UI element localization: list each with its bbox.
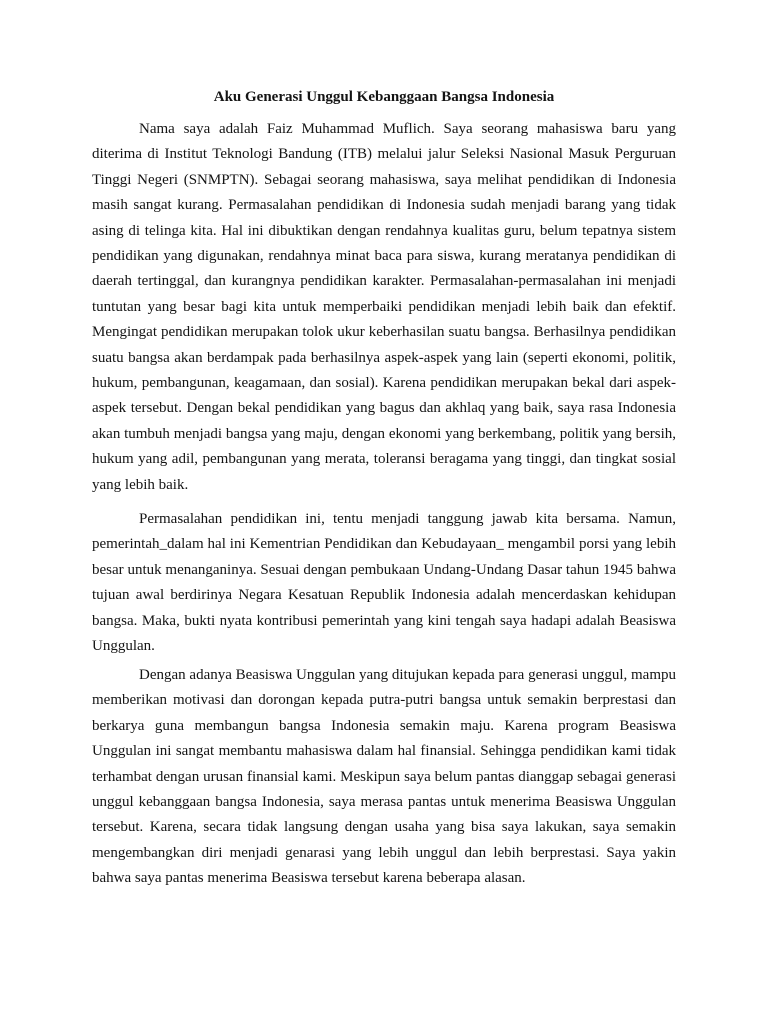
document-title: Aku Generasi Unggul Kebanggaan Bangsa Indonesia: [213, 89, 555, 105]
paragraph-intro: Nama saya adalah Faiz Muhammad Muflich. Saya seorang mahasiswa baru yang diterima di Institut Teknologi Bandung (ITB) melalui jalur Seleksi Nasional Masuk Perguruan Tinggi Negeri (SNMPTN). Sebagai seorang mahasiswa, saya melihat pendidikan di Indonesia masih sangat kurang. Permasalahan pendidikan di Indonesia sudah menjadi barang yang tidak asing di telinga kita. Hal ini dibuktikan dengan rendahnya kualitas guru, belum tepatnya sistem pendidikan yang digunakan, rendahnya minat baca para siswa, kurang meratanya pendidikan di daerah tertinggal, dan kurangnya pendidikan karakter. Permasalahan-permasalahan ini menjadi tuntutan yang besar bagi kita untuk memperbaiki pendidikan menjadi lebih baik dan efektif. Mengingat pendidikan merupakan tolok ukur keberhasilan suatu bangsa. Berhasilnya pendidikan suatu bangsa akan berdampak pada berhasilnya aspek-aspek yang lain (seperti ekonomi, politik, hukum, pembangunan, keagamaan, dan sosial). Karena pendidikan merupakan bekal dari aspek-aspek tersebut. Dengan bekal pendidikan yang bagus dan akhlaq yang baik, saya rasa Indonesia akan tumbuh menjadi bangsa yang maju, dengan ekonomi yang berkembang, politik yang bersih, hukum yang adil, pembangunan yang merata, toleransi beragama yang tinggi, dan tingkat sosial yang lebih baik.: [92, 121, 676, 493]
paragraph-scholarship: Dengan adanya Beasiswa Unggulan yang ditujukan kepada para generasi unggul, mampu memberikan motivasi dan dorongan kepada putra-putri bangsa untuk semakin berprestasi dan berkarya guna membangun bangsa Indonesia semakin maju. Karena program Beasiswa Unggulan ini sangat membantu mahasiswa dalam hal finansial. Sehingga pendidikan kami tidak terhambat dengan urusan finansial kami. Meskipun saya belum pantas dianggap sebagai generasi unggul kebanggaan bangsa Indonesia, saya merasa pantas untuk menerima Beasiswa Unggulan tersebut. Karena, secara tidak langsung dengan usaha yang bisa saya lakukan, saya semakin mengembangkan diri menjadi genarasi yang lebih unggul dan lebih berprestasi. Saya yakin bahwa saya pantas menerima Beasiswa tersebut karena beberapa alasan.: [92, 667, 676, 887]
paragraph-government-role: Permasalahan pendidikan ini, tentu menjadi tanggung jawab kita bersama. Namun, pemerintah_dalam hal ini Kementrian Pendidikan dan Kebudayaan_ mengambil porsi yang lebih besar untuk menanganinya. Sesuai dengan pembukaan Undang-Undang Dasar tahun 1945 bahwa tujuan awal berdirinya Negara Kesatuan Republik Indonesia adalah mencerdaskan kehidupan bangsa. Maka, bukti nyata kontribusi pemerintah yang kini tengah saya hadapi adalah Beasiswa Unggulan.: [92, 511, 676, 655]
